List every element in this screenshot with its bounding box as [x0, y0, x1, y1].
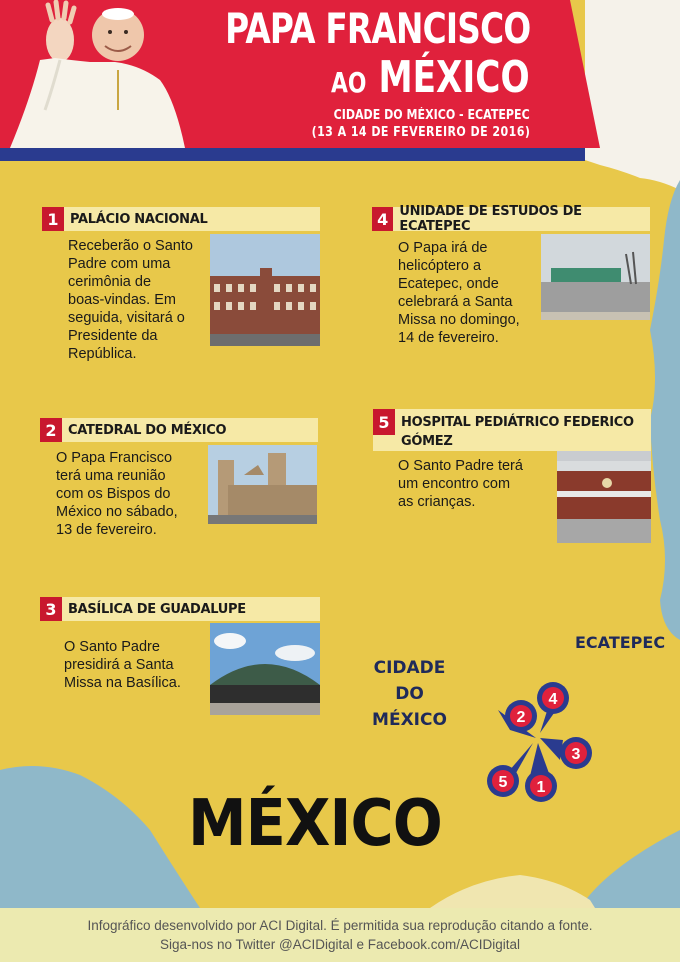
card-text: O Papa irá de helicóptero a Ecatepec, onde celebrará a Santa Missa no domingo, 14 de fevereiro.: [398, 240, 520, 346]
card-text: O Papa Francisco terá uma reunião com os Bispos do México no sábado, 13 de fevereiro.: [56, 450, 178, 538]
page-title-country: [331, 52, 530, 103]
card-header: [40, 418, 318, 442]
svg-text:1: 1: [536, 779, 546, 796]
card-number: 4: [372, 207, 393, 231]
svg-text:5: 5: [498, 774, 508, 791]
card-title: BASÍLICA DE GUADALUPE: [68, 601, 246, 617]
cdmx-label: CIDADE DO MÉXICO: [372, 658, 447, 730]
pin-2: [498, 700, 537, 738]
svg-text:2: 2: [516, 709, 526, 726]
subtitle-location: CIDADE DO MÉXICO - ECATEPEC: [333, 108, 530, 123]
footer: [0, 908, 680, 962]
card-header: [373, 409, 651, 451]
pin-1: [525, 743, 557, 802]
title-country: MÉXICO: [378, 52, 530, 103]
title-prefix: AO: [331, 66, 367, 99]
subtitle-dates: (13 A 14 DE FEVEREIRO DE 2016): [311, 125, 530, 140]
pope-photo: [0, 0, 185, 148]
card-number: 1: [42, 207, 64, 231]
basilica-photo: [210, 623, 320, 715]
ecatepec-photo: [541, 234, 650, 320]
card-header: [42, 207, 320, 231]
card-text: Receberão o Santo Padre com uma cerimônia de boas-vindas. Em seguida, visitará o Presidente da República.: [68, 238, 193, 362]
card-title: CATEDRAL DO MÉXICO: [68, 422, 227, 438]
svg-text:4: 4: [548, 691, 558, 708]
svg-text:3: 3: [571, 746, 581, 763]
card-ecatepec: [372, 204, 650, 346]
page-title: PAPA FRANCISCO: [224, 4, 530, 53]
card-header: [372, 204, 650, 234]
card-text: O Santo Padre presidirá a Santa Missa na Basílica.: [64, 639, 181, 691]
footer-credit: Infográfico desenvolvido por ACI Digital. É permitida sua reprodução citando a fonte.: [87, 918, 593, 933]
pin-4: [537, 682, 569, 733]
card-hospital: [373, 409, 651, 544]
card-title: PALÁCIO NACIONAL: [70, 211, 208, 227]
card-catedral: [40, 418, 318, 538]
pin-3: [540, 737, 592, 769]
header-stripe: [0, 148, 585, 161]
card-text: O Santo Padre terá um encontro com as crianças.: [398, 458, 523, 510]
card-basilica: [40, 597, 320, 715]
ecatepec-label: ECATEPEC: [575, 633, 666, 652]
country-label: MÉXICO: [188, 787, 442, 861]
palacio-photo: [210, 234, 320, 346]
card-title: HOSPITAL PEDIÁTRICO FEDERICO GÓMEZ: [401, 415, 634, 449]
card-number: 5: [373, 409, 395, 435]
card-number: 2: [40, 418, 62, 442]
catedral-photo: [208, 445, 317, 524]
card-number: 3: [40, 597, 62, 621]
footer-social[interactable]: Siga-nos no Twitter @ACIDigital e Facebook.com/ACIDigital: [159, 937, 521, 952]
card-title: UNIDADE DE ESTUDOS DE ECATEPEC: [399, 204, 582, 234]
hospital-photo: [557, 451, 651, 543]
card-header: [40, 597, 320, 621]
location-pins: [478, 678, 598, 803]
card-palacio-nacional: [42, 207, 320, 362]
